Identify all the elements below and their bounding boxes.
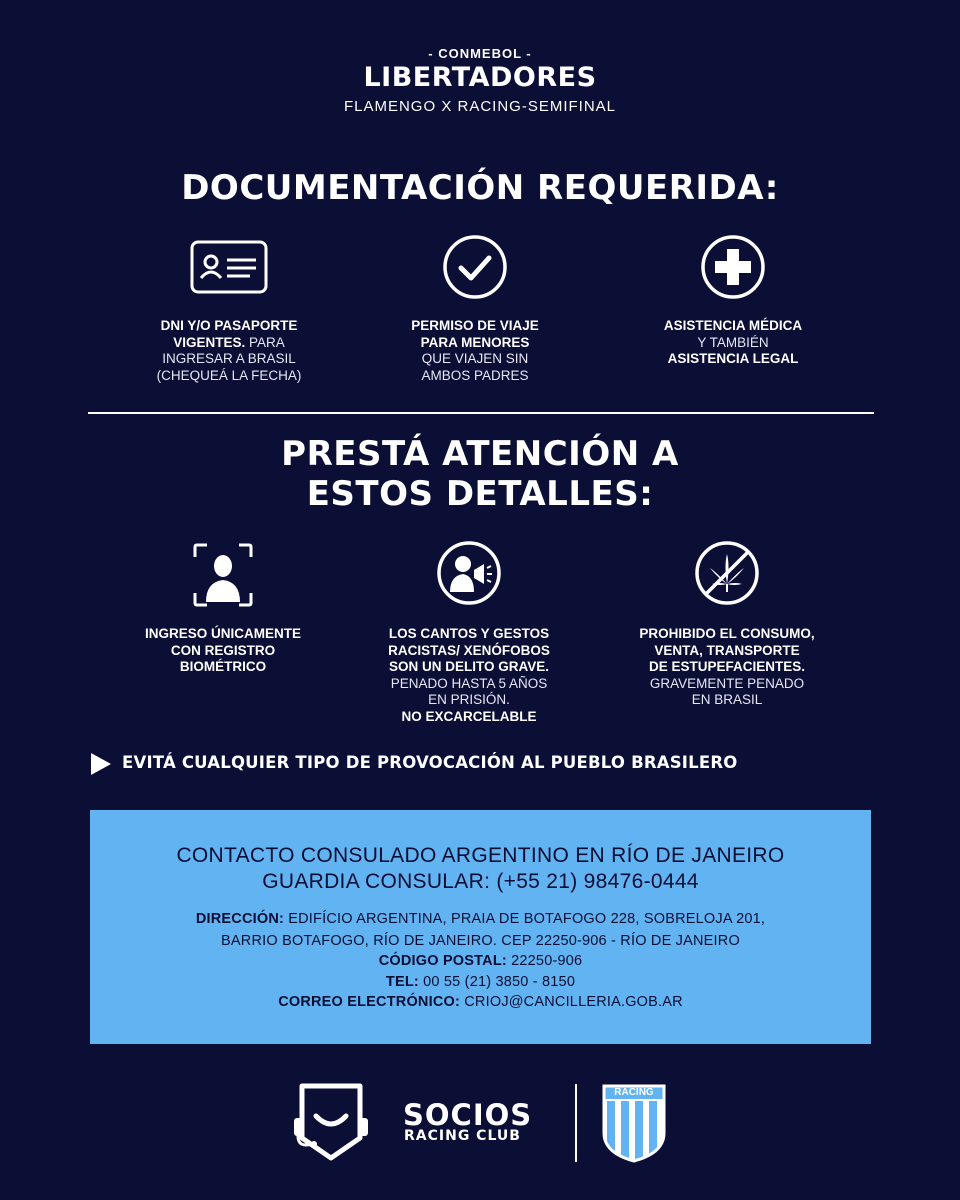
medical-cross-icon: [700, 234, 766, 300]
doc-item-passport: [109, 318, 349, 384]
contact-phone-title: GUARDIA CONSULAR: (+55 21) 98476-0444: [262, 870, 699, 893]
email-label: CORREO ELECTRÓNICO:: [278, 994, 461, 1010]
doc-item-assist-line2: Y TAMBIÉN: [697, 334, 769, 350]
attention-racism-line5: EN PRISIÓN.: [428, 692, 510, 707]
doc-item-passport-line4: (CHEQUEÁ LA FECHA): [156, 367, 302, 383]
checkmark-icon: [442, 234, 508, 300]
attention-biometric-line2: CON REGISTRO: [170, 642, 276, 658]
contact-email-line: [90, 993, 871, 1011]
doc-item-passport-line2: VIGENTES.: [173, 334, 246, 350]
email-link[interactable]: CRIOJ@CANCILLERIA.GOB.AR: [464, 994, 683, 1010]
tournament-title: LIBERTADORES: [363, 62, 597, 93]
contact-title: CONTACTO CONSULADO ARGENTINO EN RÍO DE JANEIRO: [176, 844, 785, 867]
tel-value[interactable]: 00 55 (21) 3850 - 8150: [423, 974, 576, 990]
doc-item-travel-permit: [355, 318, 595, 384]
section-divider: [88, 412, 874, 414]
contact-address-line1: [90, 910, 871, 928]
socios-wordmark: SOCIOS: [403, 1098, 533, 1132]
contact-postal-line: [90, 952, 871, 970]
attention-biometric-line3: BIOMÉTRICO: [179, 659, 267, 674]
racing-shield-text: RACING: [614, 1087, 654, 1098]
documents-heading: DOCUMENTACIÓN REQUERIDA:: [181, 168, 779, 208]
doc-item-assistance: [613, 318, 853, 368]
address-value: EDIFÍCIO ARGENTINA, PRAIA DE BOTAFOGO 228, SOBRELOJA 201,: [288, 911, 766, 927]
face-scan-icon: [192, 542, 254, 608]
postal-label: CÓDIGO POSTAL:: [378, 953, 507, 969]
warning-row: [88, 752, 888, 776]
doc-item-assist-line1: ASISTENCIA MÉDICA: [663, 318, 803, 333]
attention-item-drugs: [607, 626, 847, 709]
attention-racism-line2: RACISTAS/ XENÓFOBOS: [388, 642, 550, 658]
attention-racism-line4: PENADO HASTA 5 AÑOS: [390, 675, 548, 691]
attention-drugs-line3: DE ESTUPEFACIENTES.: [648, 659, 806, 674]
doc-item-permit-line4: AMBOS PADRES: [421, 367, 529, 383]
attention-drugs-line1: PROHIBIDO EL CONSUMO,: [639, 626, 815, 641]
socios-logo-icon: [294, 1082, 368, 1167]
footer-divider: [575, 1084, 577, 1162]
contact-address-line2: BARRIO BOTAFOGO, RÍO DE JANEIRO. CEP 22250-906 - RÍO DE JANEIRO: [221, 933, 740, 949]
attention-drugs-line5: EN BRASIL: [691, 692, 763, 707]
play-arrow-icon: [90, 752, 112, 776]
warning-text: EVITÁ CUALQUIER TIPO DE PROVOCACIÓN AL PUEBLO BRASILERO: [122, 753, 738, 772]
shouting-person-icon: [436, 540, 502, 606]
attention-item-racism: [349, 626, 589, 725]
doc-item-permit-line1: PERMISO DE VIAJE: [411, 318, 539, 333]
id-card-icon: [190, 240, 268, 294]
consulate-contact-box: [90, 810, 871, 1044]
attention-racism-line3: SON UN DELITO GRAVE.: [388, 659, 550, 674]
tel-label: TEL:: [385, 974, 419, 990]
no-drugs-icon: [694, 540, 760, 606]
attention-heading-line2: ESTOS DETALLES:: [306, 474, 654, 514]
attention-racism-line1: LOS CANTOS Y GESTOS: [388, 626, 550, 641]
attention-drugs-line4: GRAVEMENTE PENADO: [649, 675, 805, 691]
address-label: DIRECCIÓN:: [195, 911, 285, 927]
conmebol-label: - CONMEBOL -: [428, 46, 532, 61]
attention-drugs-line2: VENTA, TRANSPORTE: [654, 642, 800, 658]
doc-item-passport-line3: INGRESAR A BRASIL: [162, 351, 296, 366]
match-subtitle: FLAMENGO X RACING-SEMIFINAL: [343, 98, 617, 115]
doc-item-passport-line2b: PARA: [249, 334, 285, 350]
doc-item-permit-line2: PARA MENORES: [420, 334, 530, 350]
doc-item-passport-line1: DNI Y/O PASAPORTE: [160, 318, 298, 333]
racing-club-wordmark: RACING CLUB: [404, 1128, 521, 1144]
contact-tel-line: [90, 973, 871, 991]
doc-item-permit-line3: QUE VIAJEN SIN: [421, 351, 529, 366]
doc-item-assist-line3: ASISTENCIA LEGAL: [667, 351, 799, 366]
attention-item-biometric: [103, 626, 343, 676]
racing-shield-icon: [601, 1083, 667, 1168]
postal-value: 22250-906: [511, 953, 583, 969]
attention-heading-line1: PRESTÁ ATENCIÓN A: [281, 434, 679, 474]
attention-racism-line6: NO EXCARCELABLE: [401, 708, 537, 724]
attention-biometric-line1: INGRESO ÚNICAMENTE: [144, 626, 301, 641]
